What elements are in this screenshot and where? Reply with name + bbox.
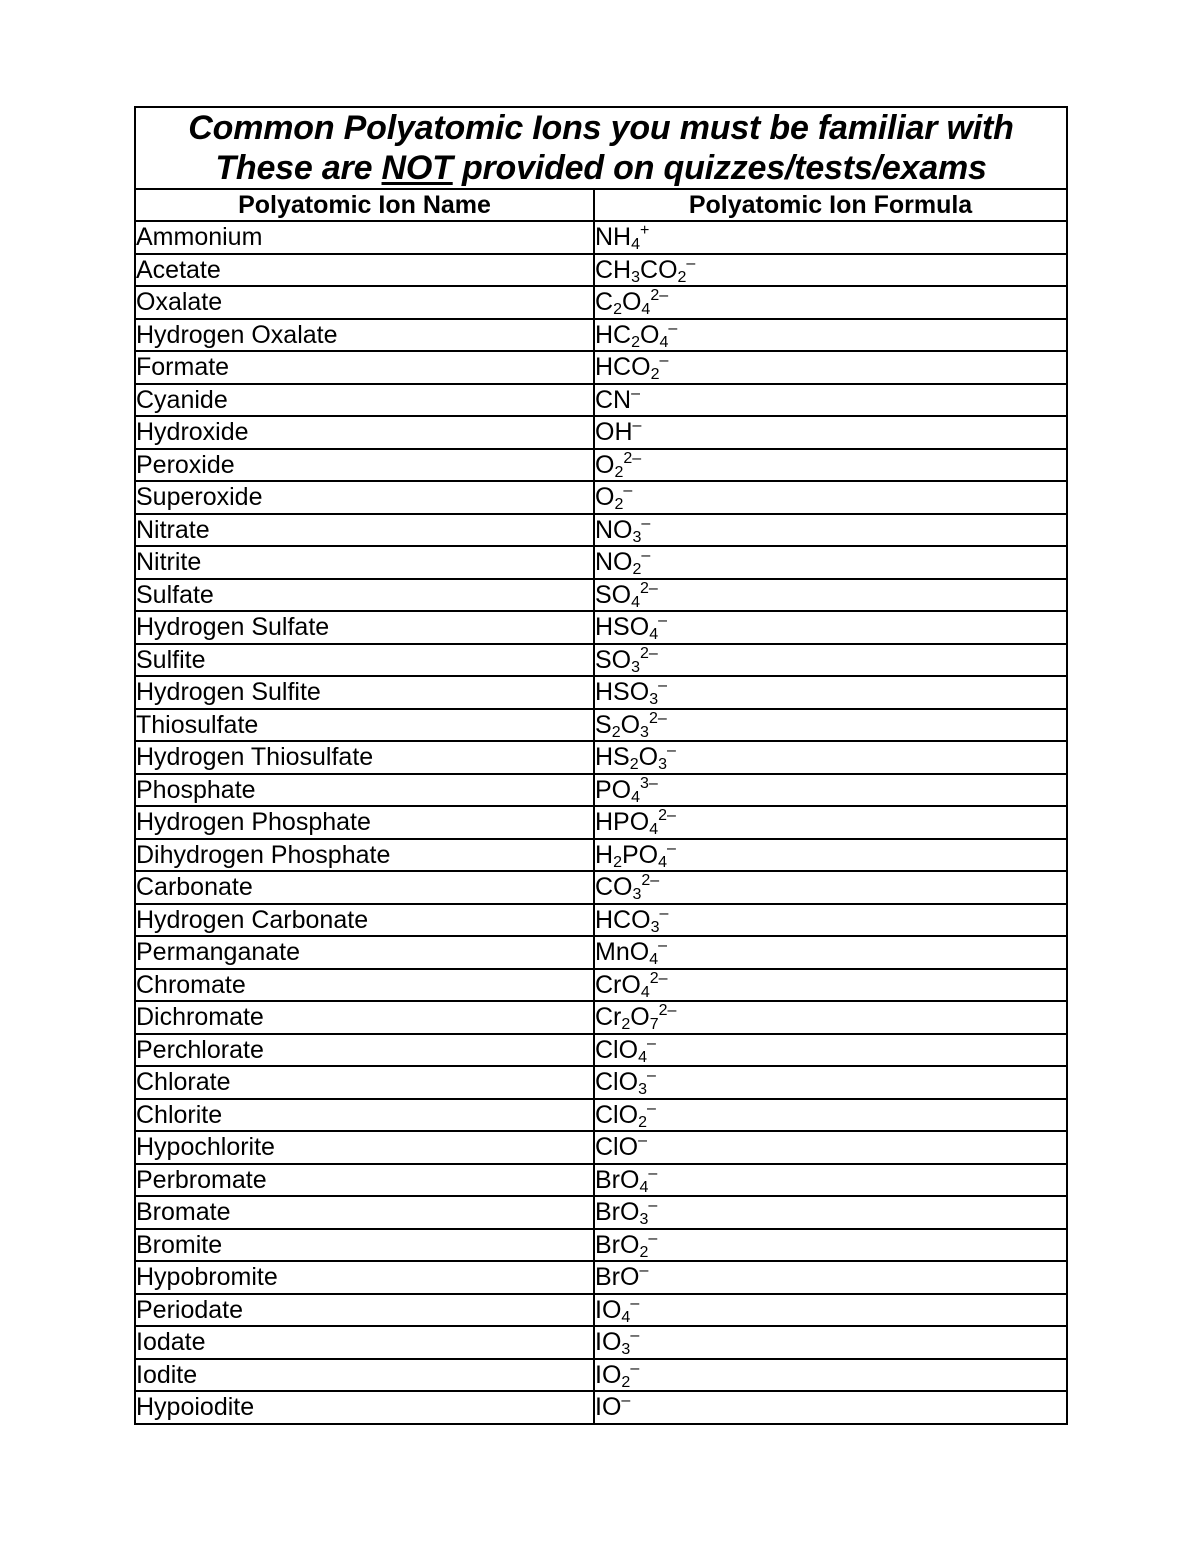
- ion-name: Chromate: [135, 969, 594, 1002]
- table-row: [135, 969, 1067, 1002]
- ion-formula: [594, 774, 1067, 807]
- formula-charge: –: [648, 1197, 658, 1215]
- table-row: [135, 546, 1067, 579]
- formula-subscript: 2: [677, 268, 687, 286]
- formula-symbol: Cr: [595, 1003, 622, 1032]
- table-row: [135, 806, 1067, 839]
- formula-charge: –: [621, 1392, 631, 1410]
- table-row: [135, 351, 1067, 384]
- formula-subscript: 2: [650, 366, 660, 384]
- table-row: [135, 904, 1067, 937]
- formula-subscript: 2: [614, 496, 624, 514]
- ion-name: Iodate: [135, 1326, 594, 1359]
- ion-formula: [594, 1294, 1067, 1327]
- ion-formula: [594, 481, 1067, 514]
- ion-formula: [594, 1229, 1067, 1262]
- formula-charge: –: [659, 904, 669, 922]
- ion-name: Hydrogen Sulfate: [135, 611, 594, 644]
- ion-name: Hypobromite: [135, 1261, 594, 1294]
- formula-subscript: 2: [629, 756, 639, 774]
- column-header-formula: Polyatomic Ion Formula: [594, 189, 1067, 221]
- formula-charge: –: [667, 839, 676, 857]
- table-row: [135, 514, 1067, 547]
- formula-charge: 2–: [648, 709, 667, 727]
- formula-symbol: IO: [595, 1328, 622, 1357]
- ion-formula: [594, 254, 1067, 287]
- ion-formula: [594, 1391, 1067, 1424]
- formula-symbol: O: [595, 483, 615, 512]
- ion-formula: [594, 969, 1067, 1002]
- table-row: [135, 676, 1067, 709]
- ion-name: Acetate: [135, 254, 594, 287]
- formula-symbol: S: [595, 710, 612, 739]
- formula-charge: –: [638, 1132, 647, 1150]
- ion-name: Nitrate: [135, 514, 594, 547]
- table-row: [135, 709, 1067, 742]
- table-row: [135, 1066, 1067, 1099]
- ion-name: Sulfite: [135, 644, 594, 677]
- table-row: [135, 254, 1067, 287]
- ion-formula: [594, 1196, 1067, 1229]
- polyatomic-ions-table: [134, 106, 1068, 1425]
- formula-charge: –: [639, 1262, 649, 1280]
- formula-symbol: CO: [595, 873, 633, 902]
- formula-subscript: 3: [639, 1211, 649, 1229]
- formula-charge: –: [641, 547, 651, 565]
- ion-formula: [594, 1326, 1067, 1359]
- ion-formula: [594, 904, 1067, 937]
- table-row: [135, 286, 1067, 319]
- formula-subscript: 4: [638, 1048, 647, 1066]
- formula-subscript: 4: [640, 983, 650, 1001]
- formula-symbol: BrO: [595, 1263, 640, 1292]
- ion-name: Permanganate: [135, 936, 594, 969]
- formula-symbol: NO: [595, 515, 633, 544]
- ion-name: Chlorate: [135, 1066, 594, 1099]
- formula-subscript: 3: [638, 1081, 647, 1099]
- formula-symbol: CO: [640, 255, 678, 284]
- formula-subscript: 3: [649, 691, 659, 709]
- ion-formula: [594, 1034, 1067, 1067]
- table-row: [135, 1326, 1067, 1359]
- formula-charge: –: [630, 1359, 640, 1377]
- formula-charge: –: [658, 612, 667, 630]
- formula-subscript: 4: [631, 788, 641, 806]
- formula-symbol: BrO: [595, 1230, 640, 1259]
- table-row: [135, 384, 1067, 417]
- formula-charge: 2–: [650, 287, 669, 305]
- ion-formula: [594, 1131, 1067, 1164]
- formula-symbol: ClO: [595, 1035, 639, 1064]
- ion-name: Hydrogen Phosphate: [135, 806, 594, 839]
- formula-subscript: 2: [614, 463, 624, 481]
- ion-formula: [594, 1099, 1067, 1132]
- ion-name: Thiosulfate: [135, 709, 594, 742]
- formula-charge: –: [646, 1067, 656, 1085]
- formula-subscript: 2: [631, 333, 641, 351]
- column-header-name: Polyatomic Ion Name: [135, 189, 594, 221]
- ion-name: Ammonium: [135, 221, 594, 254]
- table-row: [135, 579, 1067, 612]
- ion-formula: [594, 319, 1067, 352]
- formula-subscript: 2: [613, 853, 622, 871]
- table-row: [135, 1359, 1067, 1392]
- table-row: [135, 1164, 1067, 1197]
- formula-subscript: 4: [649, 626, 659, 644]
- formula-subscript: 4: [658, 853, 667, 871]
- formula-subscript: 2: [613, 301, 622, 319]
- formula-symbol: BrO: [595, 1198, 640, 1227]
- ion-name: Phosphate: [135, 774, 594, 807]
- ion-name: Hydrogen Sulfite: [135, 676, 594, 709]
- formula-subscript: 3: [632, 528, 642, 546]
- formula-subscript: 4: [639, 1178, 649, 1196]
- ion-formula: [594, 351, 1067, 384]
- formula-charge: –: [686, 254, 696, 272]
- ion-name: Hypoiodite: [135, 1391, 594, 1424]
- table-row: [135, 416, 1067, 449]
- formula-symbol: HCO: [595, 905, 651, 934]
- formula-symbol: IO: [595, 1393, 622, 1422]
- formula-subscript: 4: [659, 333, 669, 351]
- ion-formula: [594, 1066, 1067, 1099]
- table-row: [135, 1196, 1067, 1229]
- ion-name: Superoxide: [135, 481, 594, 514]
- formula-symbol: IO: [595, 1360, 622, 1389]
- ion-formula: [594, 514, 1067, 547]
- formula-symbol: NH: [595, 223, 632, 252]
- formula-subscript: 3: [658, 756, 667, 774]
- formula-symbol: HCO: [595, 353, 651, 382]
- ion-formula: [594, 221, 1067, 254]
- formula-charge: 2–: [623, 449, 642, 467]
- formula-charge: –: [658, 677, 667, 695]
- table-row: [135, 936, 1067, 969]
- formula-subscript: 3: [640, 723, 649, 741]
- formula-symbol: HSO: [595, 613, 650, 642]
- ion-formula: [594, 611, 1067, 644]
- formula-charge: –: [630, 1327, 640, 1345]
- formula-subscript: 2: [639, 1243, 649, 1261]
- ion-formula: [594, 416, 1067, 449]
- formula-symbol: ClO: [595, 1100, 639, 1129]
- formula-charge: –: [658, 937, 667, 955]
- table-row: [135, 1261, 1067, 1294]
- table-row: [135, 1131, 1067, 1164]
- ion-name: Chlorite: [135, 1099, 594, 1132]
- formula-symbol: O: [630, 1003, 650, 1032]
- ion-name: Hydrogen Thiosulfate: [135, 741, 594, 774]
- ion-name: Perbromate: [135, 1164, 594, 1197]
- formula-subscript: 2: [632, 561, 642, 579]
- formula-subscript: 4: [631, 593, 641, 611]
- formula-symbol: ClO: [595, 1133, 639, 1162]
- formula-charge: 2–: [658, 1002, 677, 1020]
- formula-subscript: 2: [621, 1016, 631, 1034]
- formula-symbol: O: [638, 743, 659, 772]
- formula-symbol: ClO: [595, 1068, 639, 1097]
- ion-name: Sulfate: [135, 579, 594, 612]
- formula-charge: –: [648, 1229, 658, 1247]
- formula-symbol: PO: [621, 840, 659, 869]
- table-row: [135, 644, 1067, 677]
- formula-symbol: CrO: [595, 970, 641, 999]
- title-line-1: Common Polyatomic Ions you must be familiar with: [188, 109, 1014, 147]
- formula-charge: –: [632, 417, 642, 435]
- formula-symbol: CN: [595, 385, 632, 414]
- title-line-2-prefix: These are: [215, 149, 382, 187]
- ion-formula: [594, 806, 1067, 839]
- formula-symbol: CH: [595, 255, 632, 284]
- formula-subscript: 2: [638, 1113, 647, 1131]
- formula-symbol: BrO: [595, 1165, 640, 1194]
- ion-formula: [594, 1164, 1067, 1197]
- ion-name: Dichromate: [135, 1001, 594, 1034]
- formula-symbol: O: [620, 710, 641, 739]
- formula-symbol: HS: [595, 743, 630, 772]
- ion-formula: [594, 936, 1067, 969]
- formula-charge: –: [667, 742, 676, 760]
- ion-name: Iodite: [135, 1359, 594, 1392]
- ion-name: Oxalate: [135, 286, 594, 319]
- formula-charge: –: [646, 1099, 656, 1117]
- formula-subscript: 4: [621, 1308, 631, 1326]
- ion-name: Hydrogen Oxalate: [135, 319, 594, 352]
- formula-symbol: OH: [595, 418, 633, 447]
- ion-name: Bromite: [135, 1229, 594, 1262]
- formula-charge: 2–: [658, 807, 676, 825]
- ion-formula: [594, 709, 1067, 742]
- formula-subscript: 3: [621, 1341, 631, 1359]
- table-row: [135, 611, 1067, 644]
- formula-symbol: PO: [595, 775, 632, 804]
- formula-symbol: O: [621, 288, 642, 317]
- ion-formula: [594, 741, 1067, 774]
- ion-name: Bromate: [135, 1196, 594, 1229]
- formula-subscript: 3: [632, 886, 642, 904]
- formula-charge: 2–: [649, 969, 668, 987]
- formula-symbol: SO: [595, 580, 632, 609]
- formula-symbol: HPO: [595, 808, 650, 837]
- formula-symbol: MnO: [595, 938, 650, 967]
- formula-symbol: NO: [595, 548, 633, 577]
- ion-formula: [594, 579, 1067, 612]
- table-body: [135, 221, 1067, 1424]
- ion-name: Perchlorate: [135, 1034, 594, 1067]
- formula-subscript: 4: [649, 951, 659, 969]
- ion-name: Dihydrogen Phosphate: [135, 839, 594, 872]
- table-row: [135, 839, 1067, 872]
- title-line-2-suffix: provided on quizzes/tests/exams: [452, 149, 987, 187]
- ion-name: Hypochlorite: [135, 1131, 594, 1164]
- ion-name: Formate: [135, 351, 594, 384]
- table-row: [135, 481, 1067, 514]
- formula-charge: –: [631, 384, 641, 402]
- formula-charge: –: [646, 1034, 656, 1052]
- formula-subscript: 3: [631, 268, 641, 286]
- formula-charge: –: [623, 482, 633, 500]
- formula-symbol: O: [595, 450, 615, 479]
- formula-symbol: SO: [595, 645, 632, 674]
- ion-formula: [594, 644, 1067, 677]
- formula-subscript: 3: [650, 918, 660, 936]
- ion-name: Hydrogen Carbonate: [135, 904, 594, 937]
- ion-name: Periodate: [135, 1294, 594, 1327]
- formula-subscript: 4: [641, 301, 651, 319]
- formula-charge: 2–: [641, 872, 660, 890]
- table-row: [135, 1099, 1067, 1132]
- table-row: [135, 1391, 1067, 1424]
- title-emphasis-not: NOT: [381, 149, 453, 187]
- formula-subscript: 2: [621, 1373, 631, 1391]
- ion-formula: [594, 871, 1067, 904]
- formula-subscript: 4: [649, 821, 659, 839]
- ion-name: Peroxide: [135, 449, 594, 482]
- table-row: [135, 871, 1067, 904]
- table-row: [135, 449, 1067, 482]
- table-row: [135, 1001, 1067, 1034]
- ion-formula: [594, 546, 1067, 579]
- formula-charge: –: [659, 352, 669, 370]
- ion-formula: [594, 1261, 1067, 1294]
- ion-formula: [594, 676, 1067, 709]
- ion-formula: [594, 1001, 1067, 1034]
- ion-name: Carbonate: [135, 871, 594, 904]
- formula-symbol: O: [640, 320, 660, 349]
- formula-subscript: 4: [631, 236, 641, 254]
- ion-name: Cyanide: [135, 384, 594, 417]
- formula-symbol: C: [595, 288, 614, 317]
- ion-formula: [594, 286, 1067, 319]
- formula-subscript: 7: [649, 1016, 659, 1034]
- formula-charge: 3–: [640, 774, 658, 792]
- table-row: [135, 774, 1067, 807]
- formula-symbol: HC: [595, 320, 632, 349]
- formula-charge: –: [668, 319, 678, 337]
- table-row: [135, 221, 1067, 254]
- formula-subscript: 3: [631, 658, 641, 676]
- table-row: [135, 1229, 1067, 1262]
- table-title: [135, 107, 1067, 189]
- formula-charge: 2–: [640, 579, 658, 597]
- formula-charge: –: [648, 1164, 658, 1182]
- formula-subscript: 2: [611, 723, 621, 741]
- formula-charge: +: [640, 222, 650, 240]
- ion-formula: [594, 384, 1067, 417]
- ion-formula: [594, 449, 1067, 482]
- formula-symbol: HSO: [595, 678, 650, 707]
- formula-charge: –: [630, 1294, 640, 1312]
- table-row: [135, 1294, 1067, 1327]
- ion-formula: [594, 1359, 1067, 1392]
- table-row: [135, 1034, 1067, 1067]
- formula-charge: 2–: [640, 644, 658, 662]
- table-row: [135, 319, 1067, 352]
- ion-name: Nitrite: [135, 546, 594, 579]
- title-line-2: [136, 148, 1066, 188]
- formula-symbol: H: [595, 840, 614, 869]
- formula-charge: –: [641, 514, 651, 532]
- ion-name: Hydroxide: [135, 416, 594, 449]
- table-row: [135, 741, 1067, 774]
- formula-symbol: IO: [595, 1295, 622, 1324]
- ion-formula: [594, 839, 1067, 872]
